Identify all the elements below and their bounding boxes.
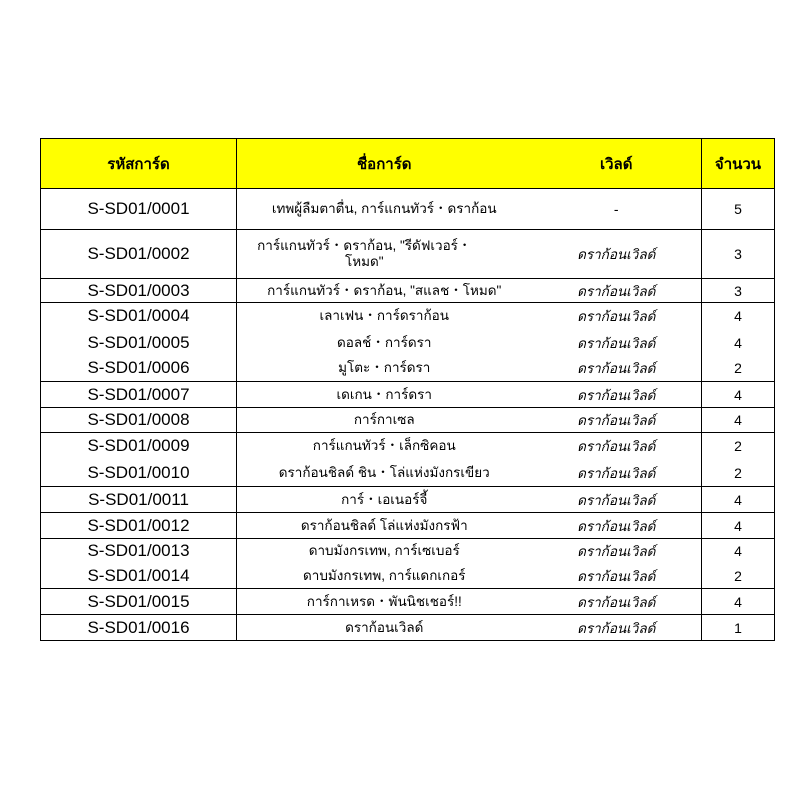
card-qty: 3: [702, 230, 775, 279]
table-row: [41, 408, 775, 433]
card-code: S-SD01/0016: [41, 615, 237, 641]
card-world: ดราก้อนเวิลด์: [532, 513, 702, 539]
table-row: [41, 189, 775, 230]
card-code: S-SD01/0004: [41, 303, 237, 330]
card-code: S-SD01/0006: [41, 356, 237, 382]
card-code: S-SD01/0001: [41, 189, 237, 230]
card-world: ดราก้อนเวิลด์: [532, 356, 702, 382]
card-name: ดาบมังกรเทพ, การ์เซเบอร์: [237, 539, 532, 564]
card-qty: 4: [702, 382, 775, 408]
card-code: S-SD01/0014: [41, 564, 237, 589]
card-world: ดราก้อนเวิลด์: [532, 564, 702, 589]
card-qty: 2: [702, 433, 775, 460]
card-code: S-SD01/0011: [41, 487, 237, 513]
card-world: ดราก้อนเวิลด์: [532, 615, 702, 641]
header-world: เวิลด์: [532, 139, 702, 189]
card-name: [237, 230, 532, 279]
table-row: [41, 615, 775, 641]
card-world: ดราก้อนเวิลด์: [532, 303, 702, 330]
table-row: [41, 330, 775, 356]
card-qty: 4: [702, 303, 775, 330]
header-qty: จำนวน: [702, 139, 775, 189]
card-code: S-SD01/0007: [41, 382, 237, 408]
card-name: การ์กาเซล: [237, 408, 532, 433]
table-row: [41, 382, 775, 408]
card-name: เทพผู้ลืมตาตื่น, การ์แกนทัวร์・ดราก้อน: [237, 189, 532, 230]
card-qty: 2: [702, 356, 775, 382]
card-qty: 4: [702, 487, 775, 513]
header-row: [41, 139, 775, 189]
card-name: เดเกน・การ์ดรา: [237, 382, 532, 408]
card-world: ดราก้อนเวิลด์: [532, 433, 702, 460]
card-code: S-SD01/0003: [41, 279, 237, 303]
card-world: ดราก้อนเวิลด์: [532, 279, 702, 303]
card-name: เลาเฟน・การ์ดราก้อน: [237, 303, 532, 330]
card-code: S-SD01/0005: [41, 330, 237, 356]
table-row: [41, 303, 775, 330]
card-qty: 2: [702, 460, 775, 487]
table-row: [41, 487, 775, 513]
card-code: S-SD01/0013: [41, 539, 237, 564]
card-world: -: [532, 189, 702, 230]
card-world: ดราก้อนเวิลด์: [532, 460, 702, 487]
card-name: ดราก้อนเวิลด์: [237, 615, 532, 641]
card-name: ดาบมังกรเทพ, การ์แดกเกอร์: [237, 564, 532, 589]
card-world: ดราก้อนเวิลด์: [532, 408, 702, 433]
card-code: S-SD01/0009: [41, 433, 237, 460]
card-name: การ์・เอเนอร์จี้: [237, 487, 532, 513]
card-name: การ์แกนทัวร์・ดราก้อน, "สแลช・โหมด": [237, 279, 532, 303]
card-name: มูโตะ・การ์ดรา: [237, 356, 532, 382]
card-name-text: การ์แกนทัวร์・ดราก้อน, "รีดัฟเวอร์・โหมด": [257, 238, 472, 269]
table-row: [41, 539, 775, 564]
card-list-table: [40, 138, 775, 641]
card-qty: 3: [702, 279, 775, 303]
card-name: การ์กาเหรด・พันนิชเชอร์!!: [237, 589, 532, 615]
card-world: ดราก้อนเวิลด์: [532, 589, 702, 615]
card-qty: 5: [702, 189, 775, 230]
card-qty: 2: [702, 564, 775, 589]
table-row: [41, 460, 775, 487]
card-code: S-SD01/0002: [41, 230, 237, 279]
table-row: [41, 356, 775, 382]
card-world: ดราก้อนเวิลด์: [532, 487, 702, 513]
table-row: [41, 433, 775, 460]
card-code: S-SD01/0010: [41, 460, 237, 487]
header-code: รหัสการ์ด: [41, 139, 237, 189]
card-name: ดราก้อนชิลด์ โล่แห่งมังกรฟ้า: [237, 513, 532, 539]
card-qty: 1: [702, 615, 775, 641]
card-world: ดราก้อนเวิลด์: [532, 230, 702, 279]
header-name: ชื่อการ์ด: [237, 139, 532, 189]
table-row: [41, 564, 775, 589]
card-qty: 4: [702, 589, 775, 615]
card-code: S-SD01/0015: [41, 589, 237, 615]
card-name: ดราก้อนชิลด์ ชิน・โล่แห่งมังกรเขียว: [237, 460, 532, 487]
table-row: [41, 279, 775, 303]
card-qty: 4: [702, 539, 775, 564]
table-row: [41, 589, 775, 615]
card-world: ดราก้อนเวิลด์: [532, 539, 702, 564]
card-qty: 4: [702, 408, 775, 433]
card-code: S-SD01/0012: [41, 513, 237, 539]
card-code: S-SD01/0008: [41, 408, 237, 433]
card-name: ดอลช์・การ์ดรา: [337, 334, 432, 350]
card-qty: 4: [702, 513, 775, 539]
card-name: การ์แกนทัวร์・เล็กซิคอน: [237, 433, 532, 460]
table-row: [41, 513, 775, 539]
card-world: ดราก้อนเวิลด์: [577, 335, 656, 351]
card-qty: 4: [702, 330, 775, 356]
table-row: [41, 230, 775, 279]
card-world: ดราก้อนเวิลด์: [532, 382, 702, 408]
